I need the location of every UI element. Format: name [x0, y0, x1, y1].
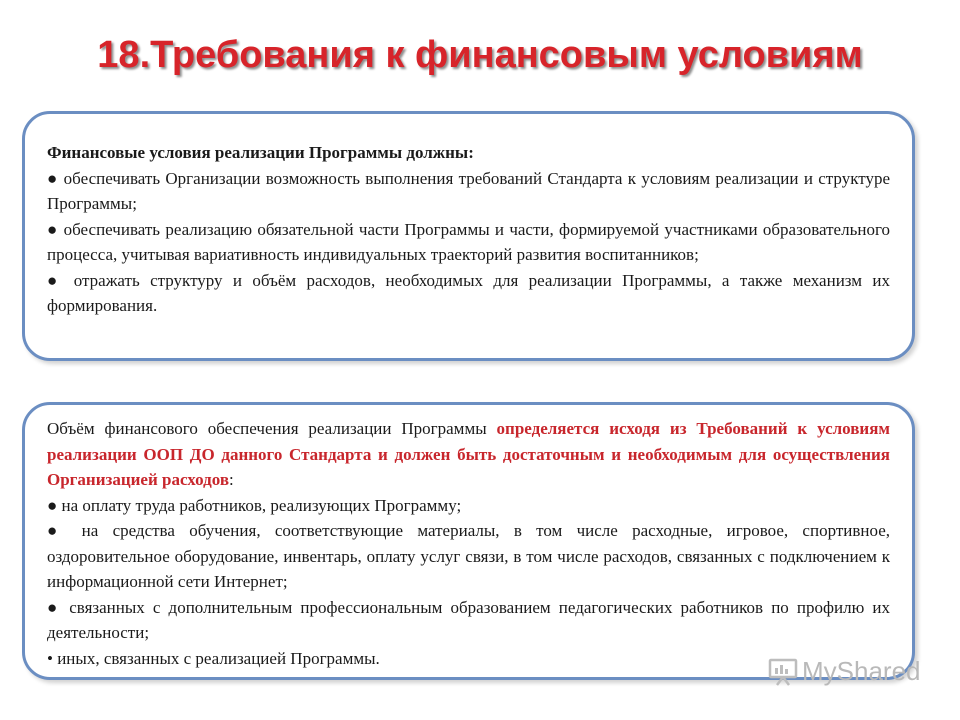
box2-intro-plain: Объём финансового обеспечения реализации Программы [47, 419, 497, 438]
box2-intro-end: : [229, 470, 234, 489]
box2-intro [47, 416, 890, 493]
financial-conditions-box [22, 111, 915, 361]
box1-item-3: ● отражать структуру и объём расходов, необходимых для реализации Программы, а также механизм их формирования. [47, 270, 890, 315]
box1-item-1: ● обеспечивать Организации возможность выполнения требований Стандарта к условиям реализации и структуре Программы; [47, 168, 890, 213]
box1-item-2: ● обеспечивать реализацию обязательной части Программы и части, формируемой участниками образовательного процесса, учитывая вариативность индивидуальных траекторий развития воспитанников; [47, 219, 890, 264]
box2-item-1: ● на оплату труда работников, реализующих Программу; [47, 495, 462, 515]
financial-volume-box [22, 402, 915, 680]
watermark [768, 656, 921, 687]
box2-intro-highlight: определяется исходя из Требований к условиям реализации ООП ДО данного Стандарта и должен быть достаточным и необходимым для осуществления Организацией расходов [47, 419, 891, 489]
box1-heading: Финансовые условия реализации Программы должны: [47, 143, 474, 162]
page-title: 18.Требования к финансовым условиям [97, 34, 863, 76]
presentation-board-icon [768, 658, 798, 686]
box2-item-2: ● на средства обучения, соответствующие материалы, в том числе расходные, игровое, спортивное, оздоровительное оборудование, инвентарь, оплату услуг связи, в том числе расходов, связанных с подключением к информационной сети Интернет; [47, 521, 890, 591]
watermark-text: MyShared [802, 656, 921, 686]
box2-item-4: • иных, связанных с реализацией Программы. [47, 648, 380, 668]
box2-item-3: ● связанных с дополнительным профессиональным образованием педагогических работников по профилю их деятельности; [47, 597, 890, 642]
